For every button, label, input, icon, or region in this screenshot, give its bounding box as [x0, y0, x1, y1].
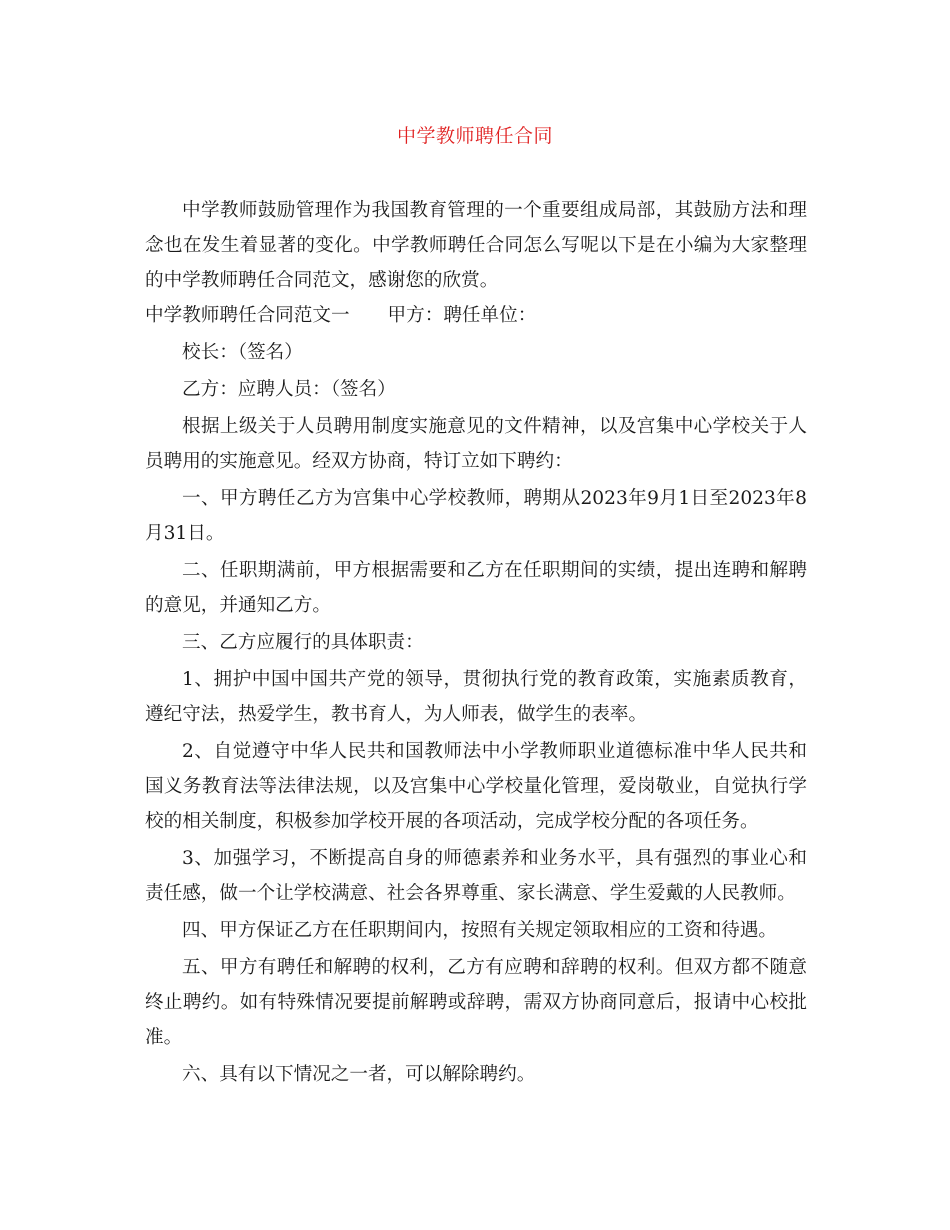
party-b-signature-line: 乙方：应聘人员：（签名） [182, 379, 396, 400]
duty-2-paragraph: 2、自觉遵守中华人民共和国教师法中小学教师职业道德标准中华人民共和国义务教育法等法律法规，以及宫集中心学校量化管理，爱岗敬业，自觉执行学校的相关制度，积极参加学校开展的各项活动，完成学校分配的各项任务。 [145, 741, 807, 832]
duty-1-paragraph: 1、拥护中国中国共产党的领导，贯彻执行党的教育政策，实施素质教育，遵纪守法，热爱学生，教书育人，为人师表，做学生的表率。 [145, 669, 807, 725]
clause-4-paragraph: 四、甲方保证乙方在任职期间内，按照有关规定领取相应的工资和待遇。 [182, 920, 778, 941]
document-body [145, 193, 807, 1092]
principal-signature-line: 校长：（签名） [182, 342, 303, 363]
preamble-paragraph: 根据上级关于人员聘用制度实施意见的文件精神，以及宫集中心学校关于人员聘用的实施意见。经双方协商，特订立如下聘约： [145, 416, 807, 472]
clause-3-paragraph: 三、乙方应履行的具体职责： [182, 632, 424, 653]
clause-2-paragraph: 二、任职期满前，甲方根据需要和乙方在任职期间的实绩，提出连聘和解聘的意见，并通知乙方。 [145, 560, 807, 616]
clause-6-paragraph: 六、具有以下情况之一者，可以解除聘约。 [182, 1064, 536, 1085]
party-a-line: 甲方：聘任单位： [387, 305, 537, 326]
sample-heading-line [145, 298, 807, 333]
sample-heading: 中学教师聘任合同范文一 [145, 305, 350, 326]
document-title: 中学教师聘任合同 [396, 125, 553, 147]
duty-3-paragraph: 3、加强学习，不断提高自身的师德素养和业务水平，具有强烈的事业心和责任感，做一个让学校满意、社会各界尊重、家长满意、学生爱戴的人民教师。 [145, 848, 807, 904]
clause-5-paragraph: 五、甲方有聘任和解聘的权利，乙方有应聘和辞聘的权利。但双方都不随意终止聘约。如有特殊情况要提前解聘或辞聘，需双方协商同意后，报请中心校批准。 [145, 957, 807, 1048]
intro-paragraph: 中学教师鼓励管理作为我国教育管理的一个重要组成局部，其鼓励方法和理念也在发生着显著的变化。中学教师聘任合同怎么写呢以下是在小编为大家整理的中学教师聘任合同范文，感谢您的欣赏。 [145, 200, 807, 291]
clause-1-paragraph: 一、甲方聘任乙方为宫集中心学校教师，聘期从2023年9月1日至2023年8月31日。 [145, 488, 807, 544]
